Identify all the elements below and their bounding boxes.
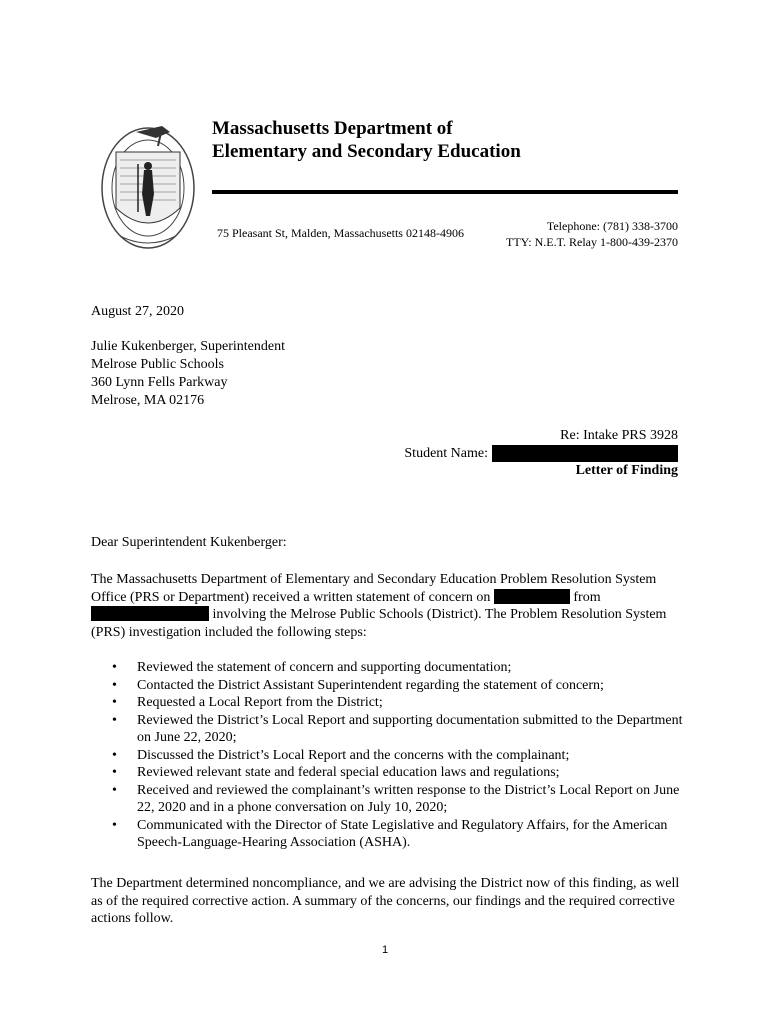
intro-paragraph: [91, 571, 681, 641]
header-divider: [212, 190, 678, 194]
recipient-line: Melrose, MA 02176: [91, 393, 205, 408]
list-item: [104, 659, 684, 677]
bullet: •: [112, 817, 117, 833]
contact-block: [506, 218, 678, 250]
bullet: •: [112, 695, 117, 710]
title-line-2: Elementary and Secondary Education: [212, 141, 521, 162]
student-name-line: [404, 445, 678, 462]
list-item-text: Reviewed relevant state and federal special education laws and regulations;: [137, 765, 560, 780]
intro-from: from: [573, 589, 601, 605]
salutation: Dear Superintendent Kukenberger:: [91, 535, 287, 550]
student-name-label: Student Name:: [404, 445, 488, 461]
recipient-block: [91, 338, 285, 410]
massachusetts-state-seal-icon: [98, 116, 198, 256]
department-address: 75 Pleasant St, Malden, Massachusetts 02148-4906: [217, 226, 464, 240]
list-item: [104, 677, 684, 695]
bullet: •: [112, 712, 117, 728]
list-item-text: Reviewed the statement of concern and supporting documentation;: [137, 660, 512, 675]
reference-line: Re: Intake PRS 3928: [560, 428, 678, 443]
list-item: [104, 782, 684, 817]
list-item: [104, 747, 684, 765]
list-item-text: Communicated with the Director of State Legislative and Regulatory Affairs, for the American Speech-Language-Hearing Association (ASHA).: [137, 817, 668, 850]
bullet: •: [112, 747, 117, 763]
list-item-text: Discussed the District’s Local Report and the concerns with the complainant;: [137, 747, 570, 763]
list-item: [104, 712, 684, 747]
department-title: [212, 117, 521, 163]
list-item-text: Reviewed the District’s Local Report and supporting documentation submitted to the Department on June 22, 2020;: [137, 712, 683, 745]
list-item: [104, 764, 684, 782]
letter-type: Letter of Finding: [575, 463, 678, 478]
list-item-text: Requested a Local Report from the District;: [137, 695, 383, 710]
recipient-line: 360 Lynn Fells Parkway: [91, 375, 228, 390]
bullet: •: [112, 677, 117, 693]
investigation-steps-list: [104, 659, 684, 852]
title-line-1: Massachusetts Department of: [212, 118, 453, 139]
redacted-date: [494, 589, 570, 604]
telephone: Telephone: (781) 338-3700: [546, 219, 678, 233]
redacted-complainant: [91, 606, 209, 621]
list-item: [104, 694, 684, 712]
finding-paragraph: The Department determined noncompliance, and we are advising the District now of this finding, as well as of the required corrective action. A summary of the concerns, our findings and the required corrective actions follow.: [91, 876, 680, 926]
tty: TTY: N.E.T. Relay 1-800-439-2370: [506, 235, 678, 249]
bullet: •: [112, 782, 117, 798]
list-item-text: Contacted the District Assistant Superintendent regarding the statement of concern;: [137, 677, 604, 693]
bullet: •: [112, 660, 117, 675]
page-number: 1: [381, 944, 389, 956]
redacted-student-name: [492, 445, 678, 462]
letter-date: August 27, 2020: [91, 304, 184, 319]
list-item-text: Received and reviewed the complainant’s written response to the District’s Local Report on June 22, 2020 and in a phone conversation on July 10, 2020;: [137, 782, 680, 815]
recipient-line: Melrose Public Schools: [91, 357, 224, 372]
bullet: •: [112, 765, 117, 780]
intro-text-1: The Massachusetts Department of Elementary and Secondary Education Problem Resolution System Office (PRS or Department) received a written statement of concern on: [91, 572, 657, 605]
recipient-line: Julie Kukenberger, Superintendent: [91, 339, 285, 354]
list-item: [104, 817, 684, 852]
intro-text-2: involving the Melrose Public Schools (District). The Problem Resolution System (PRS) investigation included the following steps:: [91, 607, 667, 640]
